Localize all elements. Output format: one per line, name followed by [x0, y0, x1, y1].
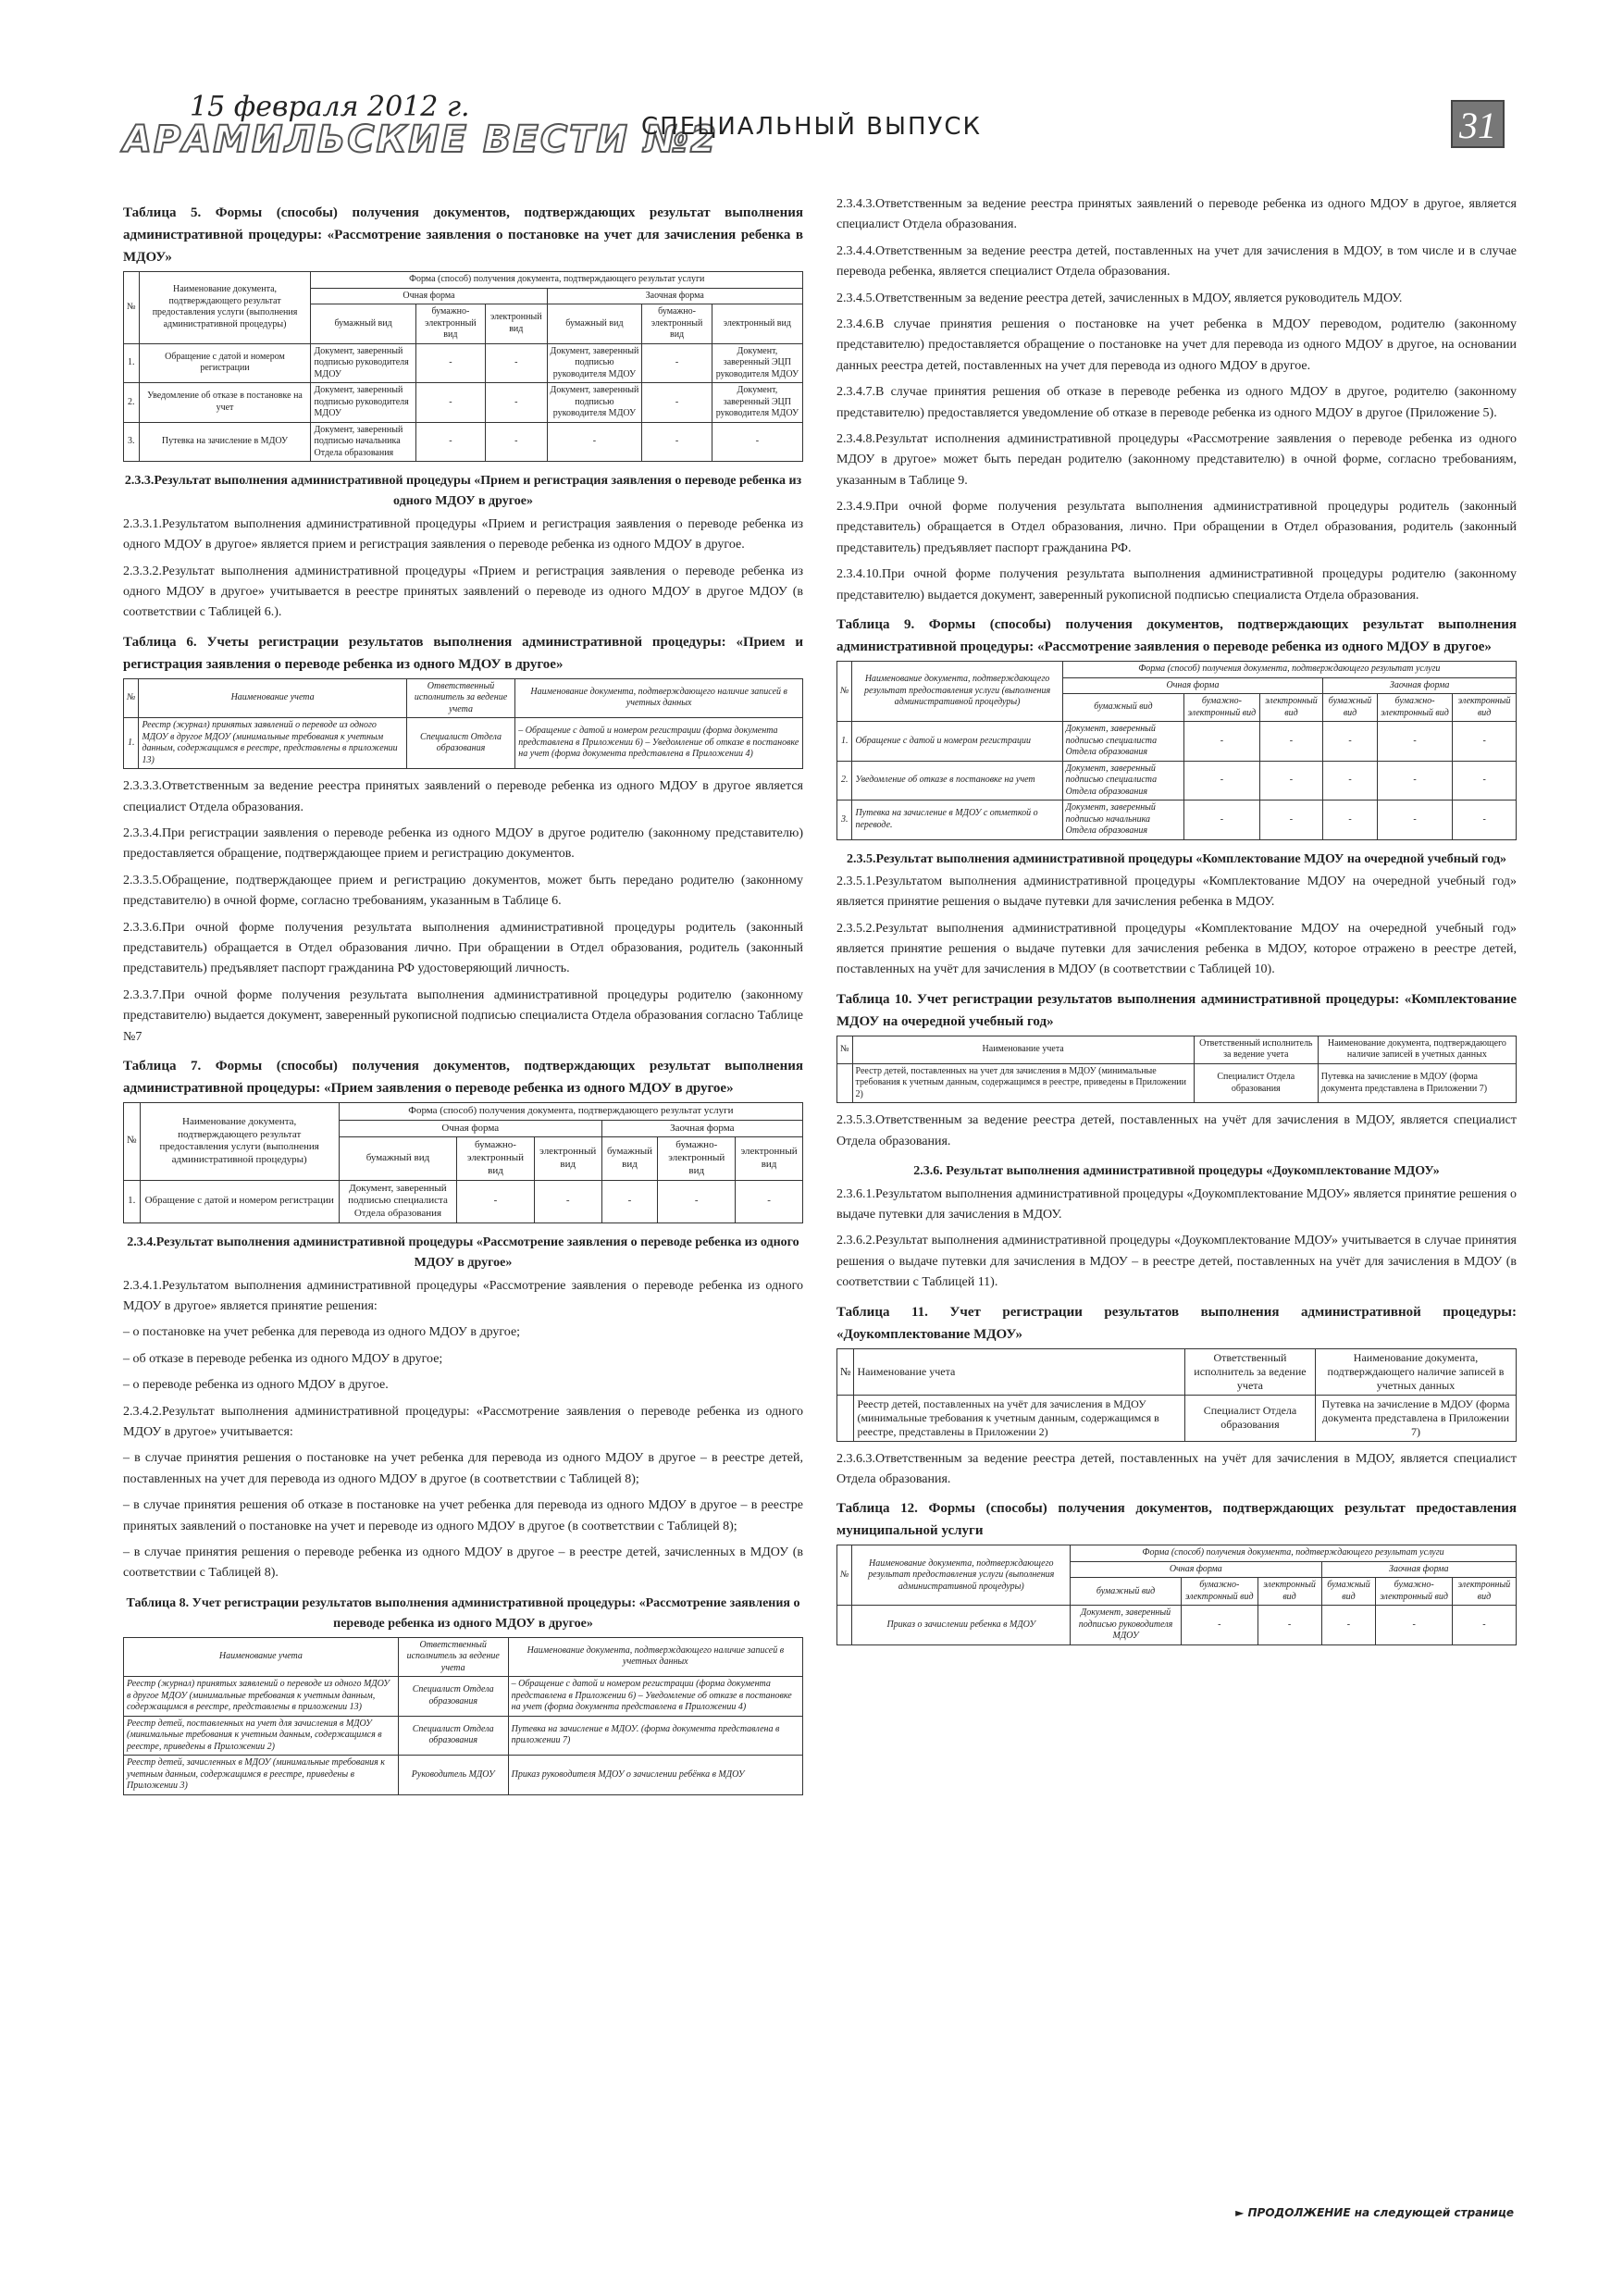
table-cell: № [124, 272, 140, 344]
table-cell: - [1452, 1606, 1516, 1645]
bullet: – о переводе ребенка из одного МДОУ в другое. [123, 1378, 389, 1393]
para: 2.3.5.2.Результат выполнения административной процедуры «Комплектование МДОУ на очередной учебный год» является принятие решения о выдаче путевки для зачисления ребенка в МДОУ, которое отражено в реестре детей, поставленных на учёт для зачисления в МДОУ (в соответствии с Таблицей 10). [836, 921, 1517, 977]
table10 [836, 1036, 1517, 1104]
table-cell: Заочная форма [1321, 1561, 1516, 1578]
table-cell: бумажно-электронный вид [415, 304, 485, 344]
table8 [123, 1637, 803, 1795]
table-cell: - [1258, 1606, 1321, 1645]
table-cell: Очная форма [311, 288, 547, 304]
table-cell: - [534, 1180, 601, 1222]
table8-title: Таблица 8. Учет регистрации результатов выполнения административной процедуры: «Рассмотрение заявления о переводе ребенка из одного МДОУ в другое» [126, 1595, 800, 1632]
table-cell: Обращение с датой и номером регистрации [140, 1180, 339, 1222]
table-cell: 1. [124, 718, 139, 769]
table-cell: Документ, заверенный подписью руководителя МДОУ [311, 343, 415, 383]
table-cell: Документ, заверенный подписью специалиста Отдела образования [1062, 761, 1184, 800]
table-cell: - [642, 343, 712, 383]
table-cell: Документ, заверенный подписью начальника Отдела образования [311, 422, 415, 462]
table-cell: электронный вид [1453, 694, 1517, 722]
table-cell: бумажно-электронный вид [658, 1137, 736, 1180]
table-cell: - [736, 1180, 803, 1222]
table-cell: Документ, заверенный подписью начальника Отдела образования [1062, 800, 1184, 840]
table-cell: Документ, заверенный подписью специалиста Отдела образования [339, 1180, 456, 1222]
table-cell: Ответственный исполнитель за ведение учета [1194, 1036, 1318, 1063]
table-cell: Документ, заверенный ЭЦП руководителя МДОУ [712, 343, 802, 383]
table-cell: Специалист Отдела образования [398, 1716, 508, 1756]
table-cell: Реестр детей, поставленных на учёт для зачисления в МДОУ (минимальные требования к учетным данным, содержащимся в реестре, представлены в Приложении 2) [854, 1395, 1184, 1441]
table-cell: Форма (способ) получения документа, подтверждающего результат услуги [311, 272, 803, 289]
table-row [837, 761, 1517, 800]
table11 [836, 1348, 1517, 1442]
table-cell: - [1259, 722, 1323, 762]
table-cell: Путевка на зачисление в МДОУ (форма документа представлена в Приложении 7) [1318, 1063, 1516, 1103]
table-row [124, 1180, 803, 1222]
table-cell: Ответственный исполнитель за ведение учета [1184, 1348, 1315, 1395]
table-cell: бумажно-электронный вид [457, 1137, 535, 1180]
table-cell: - [1377, 800, 1452, 840]
table-cell: Наименование учета [854, 1348, 1184, 1395]
table-cell: Заочная форма [601, 1120, 802, 1137]
table-row [837, 662, 1517, 678]
table-cell: бумажно-электронный вид [1181, 1578, 1258, 1606]
table5-title: Таблица 5. Формы (способы) получения документов, подтверждающих результат выполнения административной процедуры: «Рассмотрение заявления о постановке на учет для зачисления ребенка в МДОУ» [123, 205, 803, 265]
table-row [124, 272, 803, 289]
para: 2.3.4.10.При очной форме получения результата выполнения административной процедуры родителю (законному представителю) выдается документ, заверенный рукописной подписью специалиста Отдела образования. [836, 567, 1517, 602]
page-number: 31 [1451, 100, 1505, 148]
table-row [837, 1063, 1517, 1103]
table-cell: № [837, 1348, 854, 1395]
para: 2.3.3.6.При очной форме получения результата выполнения административной процедуры родитель (законный представитель) обращается в Отдел образования лично. При обращении в Отдел образования, родитель (законный представитель) предъявляет паспорт гражданина РФ удостоверяющий личность. [123, 920, 803, 976]
table-cell: - [486, 343, 547, 383]
table-cell: Обращение с датой и номером регистрации [139, 343, 311, 383]
table-cell: Реестр детей, поставленных на учет для зачисления в МДОУ (минимальные требования к учетным данным, содержащимся в реестре, приведены в Приложении 2) [852, 1063, 1194, 1103]
table-cell: - [415, 343, 485, 383]
table-cell: электронный вид [1452, 1578, 1516, 1606]
table-cell: Документ, заверенный подписью руководителя МДОУ [1071, 1606, 1182, 1645]
table-cell: № [837, 1036, 853, 1063]
table-row [124, 1756, 803, 1795]
table-cell: бумажный вид [1321, 1578, 1376, 1606]
table-cell: Путевка на зачисление в МДОУ с отметкой о переводе. [852, 800, 1062, 840]
table-cell: - [1453, 800, 1517, 840]
table-cell: Наименование учета [139, 678, 406, 718]
table-cell: № [124, 1102, 141, 1180]
table-cell: Наименование документа, подтверждающего результат предоставления услуги (выполнения административной процедуры) [852, 1545, 1071, 1606]
table-cell: бумажно-электронный вид [1376, 1578, 1453, 1606]
table-cell: 1. [837, 722, 852, 762]
para: 2.3.4.7.В случае принятия решения об отказе в переводе ребенка из одного МДОУ в другое, родителю (законному представителю) предоставляется уведомление об отказе в переводе ребенка из одного МДОУ в другое (Приложение 5). [836, 385, 1517, 420]
table-cell: - [1453, 761, 1517, 800]
para: 2.3.3.1.Результатом выполнения административной процедуры «Прием и регистрация заявления о переводе ребенка из одного МДОУ в другое» является прием и регистрация заявления о переводе ребенка из одного МДОУ в другое. [123, 516, 803, 552]
table-cell: - [1181, 1606, 1258, 1645]
table-cell: 1. [124, 1180, 141, 1222]
table-cell: бумажный вид [1062, 694, 1184, 722]
table-cell: Наименование документа, подтверждающего наличие записей в учетных данных [508, 1637, 802, 1677]
table-row [124, 718, 803, 769]
table-cell: - [457, 1180, 535, 1222]
table11-title: Таблица 11. Учет регистрации результатов выполнения административной процедуры: «Доукомплектование МДОУ» [836, 1304, 1517, 1342]
table-cell: бумажный вид [1323, 694, 1378, 722]
table-cell: - [1184, 761, 1259, 800]
table7-title: Таблица 7. Формы (способы) получения документов, подтверждающих результат выполнения административной процедуры: «Прием заявления о переводе ребенка из одного МДОУ в другое» [123, 1058, 803, 1096]
para: 2.3.3.4.При регистрации заявления о переводе ребенка из одного МДОУ в другое родителю (законному представителю) предоставляется обращение, подтверждающее прием и регистрацию документов. [123, 826, 803, 862]
table-cell [837, 1606, 852, 1645]
table-cell: 3. [124, 422, 140, 462]
table-cell: Наименование документа, подтверждающего результат предоставления услуги (выполнения административной процедуры) [852, 662, 1062, 722]
table-cell: Форма (способ) получения документа, подтверждающего результат услуги [339, 1102, 802, 1120]
table-cell: 1. [124, 343, 140, 383]
table-cell: Форма (способ) получения документа, подтверждающего результат услуги [1062, 662, 1516, 678]
table-row [837, 722, 1517, 762]
table-cell: электронный вид [1258, 1578, 1321, 1606]
table-cell: Уведомление об отказе в постановке на учет [139, 383, 311, 423]
table-cell [837, 1063, 853, 1103]
table-cell: - [1376, 1606, 1453, 1645]
table-cell: Наименование документа, подтверждающего результат предоставления услуги (выполнения административной процедуры) [140, 1102, 339, 1180]
table-cell: Форма (способ) получения документа, подтверждающего результат услуги [1071, 1545, 1517, 1562]
table12 [836, 1545, 1517, 1645]
para: 2.3.4.3.Ответственным за ведение реестра принятых заявлений о переводе ребенка из одного МДОУ в другое, является специалист Отдела образования. [836, 197, 1517, 232]
table-cell: Путевка на зачисление в МДОУ (форма документа представлена в Приложении 7) [1316, 1395, 1517, 1441]
table-cell: Документ, заверенный подписью руководителя МДОУ [547, 343, 642, 383]
left-column [123, 194, 803, 1803]
table-cell: Специалист Отдела образования [398, 1677, 508, 1717]
table-cell: Наименование учета [852, 1036, 1194, 1063]
table-cell: - [486, 383, 547, 423]
newspaper-logo: АРАМИЛЬСКИЕ ВЕСТИ №2 [123, 118, 718, 161]
para: 2.3.4.2.Результат выполнения административной процедуры: «Рассмотрение заявления о переводе ребенка из одного МДОУ в другое» учитывается: [123, 1404, 803, 1440]
table6-title: Таблица 6. Учеты регистрации результатов выполнения административной процедуры: «Прием и регистрация заявления о переводе ребенка из одного МДОУ в другое» [123, 634, 803, 672]
para: 2.3.3.3.Ответственным за ведение реестра принятых заявлений о переводе ребенка из одного МДОУ в другое является специалист Отдела образования. [123, 779, 803, 814]
table-row [837, 1606, 1517, 1645]
table-cell: бумажный вид [311, 304, 415, 344]
table-cell: бумажно-электронный вид [1184, 694, 1259, 722]
page-header [0, 0, 1623, 161]
section-2-3-3: 2.3.3.Результат выполнения административной процедуры «Прием и регистрация заявления о переводе ребенка из одного МДОУ в другое» [124, 474, 802, 509]
section-2-3-4: 2.3.4.Результат выполнения административной процедуры «Рассмотрение заявления о переводе ребенка из одного МДОУ в другое» [127, 1235, 799, 1271]
table-cell: Очная форма [1062, 677, 1323, 694]
table-cell: - [415, 383, 485, 423]
table-row [837, 1348, 1517, 1395]
table-cell: - [1321, 1606, 1376, 1645]
table-cell: - [1259, 761, 1323, 800]
table-cell: - [415, 422, 485, 462]
para: 2.3.3.5.Обращение, подтверждающее прием и регистрацию документов, может быть передано родителю (законному представителю) в очной форме, согласно требованиям, указанным в Таблице 6. [123, 873, 803, 909]
table-row [124, 1102, 803, 1120]
table-cell [837, 1395, 854, 1441]
table-cell: - [1377, 761, 1452, 800]
table-cell: электронный вид [486, 304, 547, 344]
table-cell: Документ, заверенный подписью руководителя МДОУ [547, 383, 642, 423]
table-cell: Наименование документа, подтверждающего наличие записей в учетных данных [1318, 1036, 1516, 1063]
para: 2.3.4.9.При очной форме получения результата выполнения административной процедуры родитель (законный представитель) обращается в Отдел образования, лично. При обращении в Отдел образования, родитель (законный представитель) предъявляет паспорт гражданина РФ. [836, 500, 1517, 555]
para: 2.3.6.2.Результат выполнения административной процедуры «Доукомплектование МДОУ» учитывается в случае принятия решения о выдаче путевки для зачисления в МДОУ – в реестре детей, поставленных на учёт для зачисления в МДОУ (в соответствии с Таблицей 11). [836, 1234, 1517, 1290]
table-cell: Реестр (журнал) принятых заявлений о переводе из одного МДОУ в другое МДОУ (минимальные требования к учетным данным, содержащимся в реестре, представлены в приложении 13) [124, 1677, 399, 1717]
table-cell: Реестр (журнал) принятых заявлений о переводе из одного МДОУ в другое МДОУ (минимальные требования к учетным данным, содержащимся в реестре, представлены в приложении 13) [139, 718, 406, 769]
section-title: СПЕЦИАЛЬНЫЙ ВЫПУСК [641, 113, 982, 141]
right-column [836, 194, 1517, 1653]
table-row [124, 1716, 803, 1756]
table-cell: - [486, 422, 547, 462]
table-cell: Путевка на зачисление в МДОУ [139, 422, 311, 462]
table-cell: - [658, 1180, 736, 1222]
table-cell: Обращение с датой и номером регистрации [852, 722, 1062, 762]
table-row [124, 1677, 803, 1717]
table-cell: - [547, 422, 642, 462]
table-cell: Наименование документа, подтверждающего наличие записей в учетных данных [515, 678, 803, 718]
table6 [123, 678, 803, 770]
table-cell: - [601, 1180, 658, 1222]
table-cell: – Обращение с датой и номером регистрации (форма документа представлена в Приложении 6) – Уведомление об отказе в постановке на учет (форма документа представлена в Приложении 4) [508, 1677, 802, 1717]
para: 2.3.3.7.При очной форме получения результата выполнения административной процедуры родителю (законному представителю) выдается документ, заверенный рукописной подписью специалиста Отдела образования согласно Таблице №7 [123, 987, 803, 1044]
table-cell: - [1377, 722, 1452, 762]
para: 2.3.4.6.В случае принятия решения о постановке на учет ребенка в МДОУ переводом, родителю (законному представителю) предоставляется обращение о постановке на учет для перевода из одного МДОУ в другое, на основании данных реестра детей, поставленных на учет для перевода из одного МДОУ в другое. [836, 316, 1517, 373]
table-row [124, 343, 803, 383]
table-cell: Документ, заверенный подписью специалиста Отдела образования [1062, 722, 1184, 762]
table-cell: Руководитель МДОУ [398, 1756, 508, 1795]
table-row [124, 1637, 803, 1677]
table-row [837, 1545, 1517, 1562]
bullet: – в случае принятия решения об отказе в постановке на учет ребенка для перевода из одного МДОУ в другое – в реестре принятых заявлений о постановке на учет и переводе из одного МДОУ в другое (в соответствии с Таблицей 8); [123, 1498, 803, 1533]
table-cell: бумажно-электронный вид [1377, 694, 1452, 722]
table9 [836, 661, 1517, 840]
table-cell: Реестр детей, поставленных на учет для зачисления в МДОУ (минимальные требования к учетным данным, содержащимся в реестре, приведены в Приложении 2) [124, 1716, 399, 1756]
table-cell: 3. [837, 800, 852, 840]
section-2-3-5: 2.3.5.Результат выполнения административной процедуры «Комплектование МДОУ на очередной учебный год» [846, 851, 1507, 866]
table-row [124, 422, 803, 462]
table-row [837, 1395, 1517, 1441]
table-cell: Наименование учета [124, 1637, 399, 1677]
table12-title: Таблица 12. Формы (способы) получения документов, подтверждающих результат предоставления муниципальной услуги [836, 1501, 1517, 1539]
table-row [837, 1036, 1517, 1063]
table-cell: Наименование документа, подтверждающего наличие записей в учетных данных [1316, 1348, 1517, 1395]
table-cell: Заочная форма [547, 288, 803, 304]
table-cell: - [642, 422, 712, 462]
table-cell: электронный вид [736, 1137, 803, 1180]
table-cell: Специалист Отдела образования [1194, 1063, 1318, 1103]
continuation-note: ► ПРОДОЛЖЕНИЕ на следующей странице [1235, 2206, 1514, 2219]
table-cell: - [1323, 722, 1378, 762]
table-cell: - [1323, 761, 1378, 800]
para: 2.3.4.4.Ответственным за ведение реестра детей, поставленных на учет для зачисления в МДОУ, в том числе и в случае перевода ребенка, является специалист Отдела образования. [836, 243, 1517, 279]
table-row [124, 678, 803, 718]
bullet: – о постановке на учет ребенка для перевода из одного МДОУ в другое; [123, 1325, 521, 1340]
bullet: – в случае принятия решения о постановке на учет ребенка для перевода из одного МДОУ в другое – в реестре детей, поставленных на учет для перевода из одного МДОУ в другое (в соответствии с Таблицей 8); [123, 1451, 803, 1486]
table-cell: Заочная форма [1323, 677, 1517, 694]
table-cell: Очная форма [339, 1120, 601, 1137]
table-row [837, 800, 1517, 840]
table7 [123, 1102, 803, 1223]
table-cell: Документ, заверенный ЭЦП руководителя МДОУ [712, 383, 802, 423]
table-cell: – Обращение с датой и номером регистрации (форма документа представлена в Приложении 6) – Уведомление об отказе в постановке на учет (форма документа представлена в Приложении 4) [515, 718, 803, 769]
para: 2.3.6.1.Результатом выполнения административной процедуры «Доукомплектование МДОУ» является принятие решения о выдаче путевки для зачисления в МДОУ. [836, 1186, 1517, 1222]
para: 2.3.3.2.Результат выполнения административной процедуры «Прием и регистрация заявления о переводе ребенка из одного МДОУ в другое» учитывается в реестре принятых заявлений о переводе из одного МДОУ в другое МДОУ (в соответствии с Таблицей 6.). [123, 564, 803, 620]
table-cell: бумажный вид [601, 1137, 658, 1180]
table-cell: бумажный вид [547, 304, 642, 344]
table-cell: электронный вид [534, 1137, 601, 1180]
table-cell: Ответственный исполнитель за ведение учета [406, 678, 515, 718]
table-cell: - [712, 422, 802, 462]
table-cell: электронный вид [712, 304, 802, 344]
para: 2.3.4.5.Ответственным за ведение реестра детей, зачисленных в МДОУ, является руководитель МДОУ. [836, 291, 1403, 305]
table-cell: 2. [124, 383, 140, 423]
table-cell: Уведомление об отказе в постановке на учет [852, 761, 1062, 800]
table-cell: Очная форма [1071, 1561, 1322, 1578]
table5 [123, 271, 803, 462]
table-cell: № [837, 662, 852, 722]
table10-title: Таблица 10. Учет регистрации результатов выполнения административной процедуры: «Комплектование МДОУ на очередной учебный год» [836, 991, 1517, 1029]
table-cell: - [642, 383, 712, 423]
table-cell: - [1323, 800, 1378, 840]
table-cell: Ответственный исполнитель за ведение учета [398, 1637, 508, 1677]
table-cell: Реестр детей, зачисленных в МДОУ (минимальные требования к учетным данным, содержащимся в реестре, приведены в Приложении 3) [124, 1756, 399, 1795]
para: 2.3.5.3.Ответственным за ведение реестра детей, поставленных на учёт для зачисления в МДОУ, является специалист Отдела образования. [836, 1113, 1517, 1148]
table-cell: Специалист Отдела образования [406, 718, 515, 769]
table-cell: - [1259, 800, 1323, 840]
table-cell: - [1184, 722, 1259, 762]
table-cell: Специалист Отдела образования [1184, 1395, 1315, 1441]
table-cell: Приказ руководителя МДОУ о зачислении ребёнка в МДОУ [508, 1756, 802, 1795]
table9-title: Таблица 9. Формы (способы) получения документов, подтверждающих результат выполнения административной процедуры: «Рассмотрение заявления о переводе ребенка из одного МДОУ в другое» [836, 617, 1517, 655]
table-cell: - [1453, 722, 1517, 762]
section-2-3-6: 2.3.6. Результат выполнения административной процедуры «Доукомплектование МДОУ» [913, 1164, 1440, 1179]
table-row [124, 383, 803, 423]
table-cell: № [124, 678, 139, 718]
table-cell: бумажно-электронный вид [642, 304, 712, 344]
table-cell: № [837, 1545, 852, 1606]
table-cell: бумажный вид [1071, 1578, 1182, 1606]
table-cell: 2. [837, 761, 852, 800]
table-cell: Приказ о зачислении ребенка в МДОУ [852, 1606, 1071, 1645]
para: 2.3.4.8.Результат исполнения административной процедуры «Рассмотрение заявления о переводе ребенка из одного МДОУ в другое» может быть передан родителю (законному представителю) в очной форме, согласно требованиям, указанным в Таблице 9. [836, 431, 1517, 488]
para: 2.3.6.3.Ответственным за ведение реестра детей, поставленных на учёт для зачисления в МДОУ, является специалист Отдела образования. [836, 1451, 1517, 1486]
para: 2.3.4.1.Результатом выполнения административной процедуры «Рассмотрение заявления о переводе ребенка из одного МДОУ в другое» является принятие решения: [123, 1278, 803, 1314]
para: 2.3.5.1.Результатом выполнения административной процедуры «Комплектование МДОУ на очередной учебный год» является принятие решения о выдаче путевки для зачисления ребенка в МДОУ. [836, 874, 1517, 910]
table-cell: бумажный вид [339, 1137, 456, 1180]
issue-date: 15 февраля 2012 г. [190, 91, 470, 123]
table-cell: электронный вид [1259, 694, 1323, 722]
bullet: – в случае принятия решения о переводе ребенка из одного МДОУ в другое – в реестре детей, зачисленных в МДОУ (в соответствии с Таблицей 8). [123, 1545, 803, 1581]
table-cell: - [1184, 800, 1259, 840]
table-cell: Путевка на зачисление в МДОУ. (форма документа представлена в приложении 7) [508, 1716, 802, 1756]
bullet: – об отказе в переводе ребенка из одного МДОУ в другое; [123, 1351, 443, 1366]
table-cell: Наименование документа, подтверждающего результат предоставления услуги (выполнения административной процедуры) [139, 272, 311, 344]
table-cell: Документ, заверенный подписью руководителя МДОУ [311, 383, 415, 423]
